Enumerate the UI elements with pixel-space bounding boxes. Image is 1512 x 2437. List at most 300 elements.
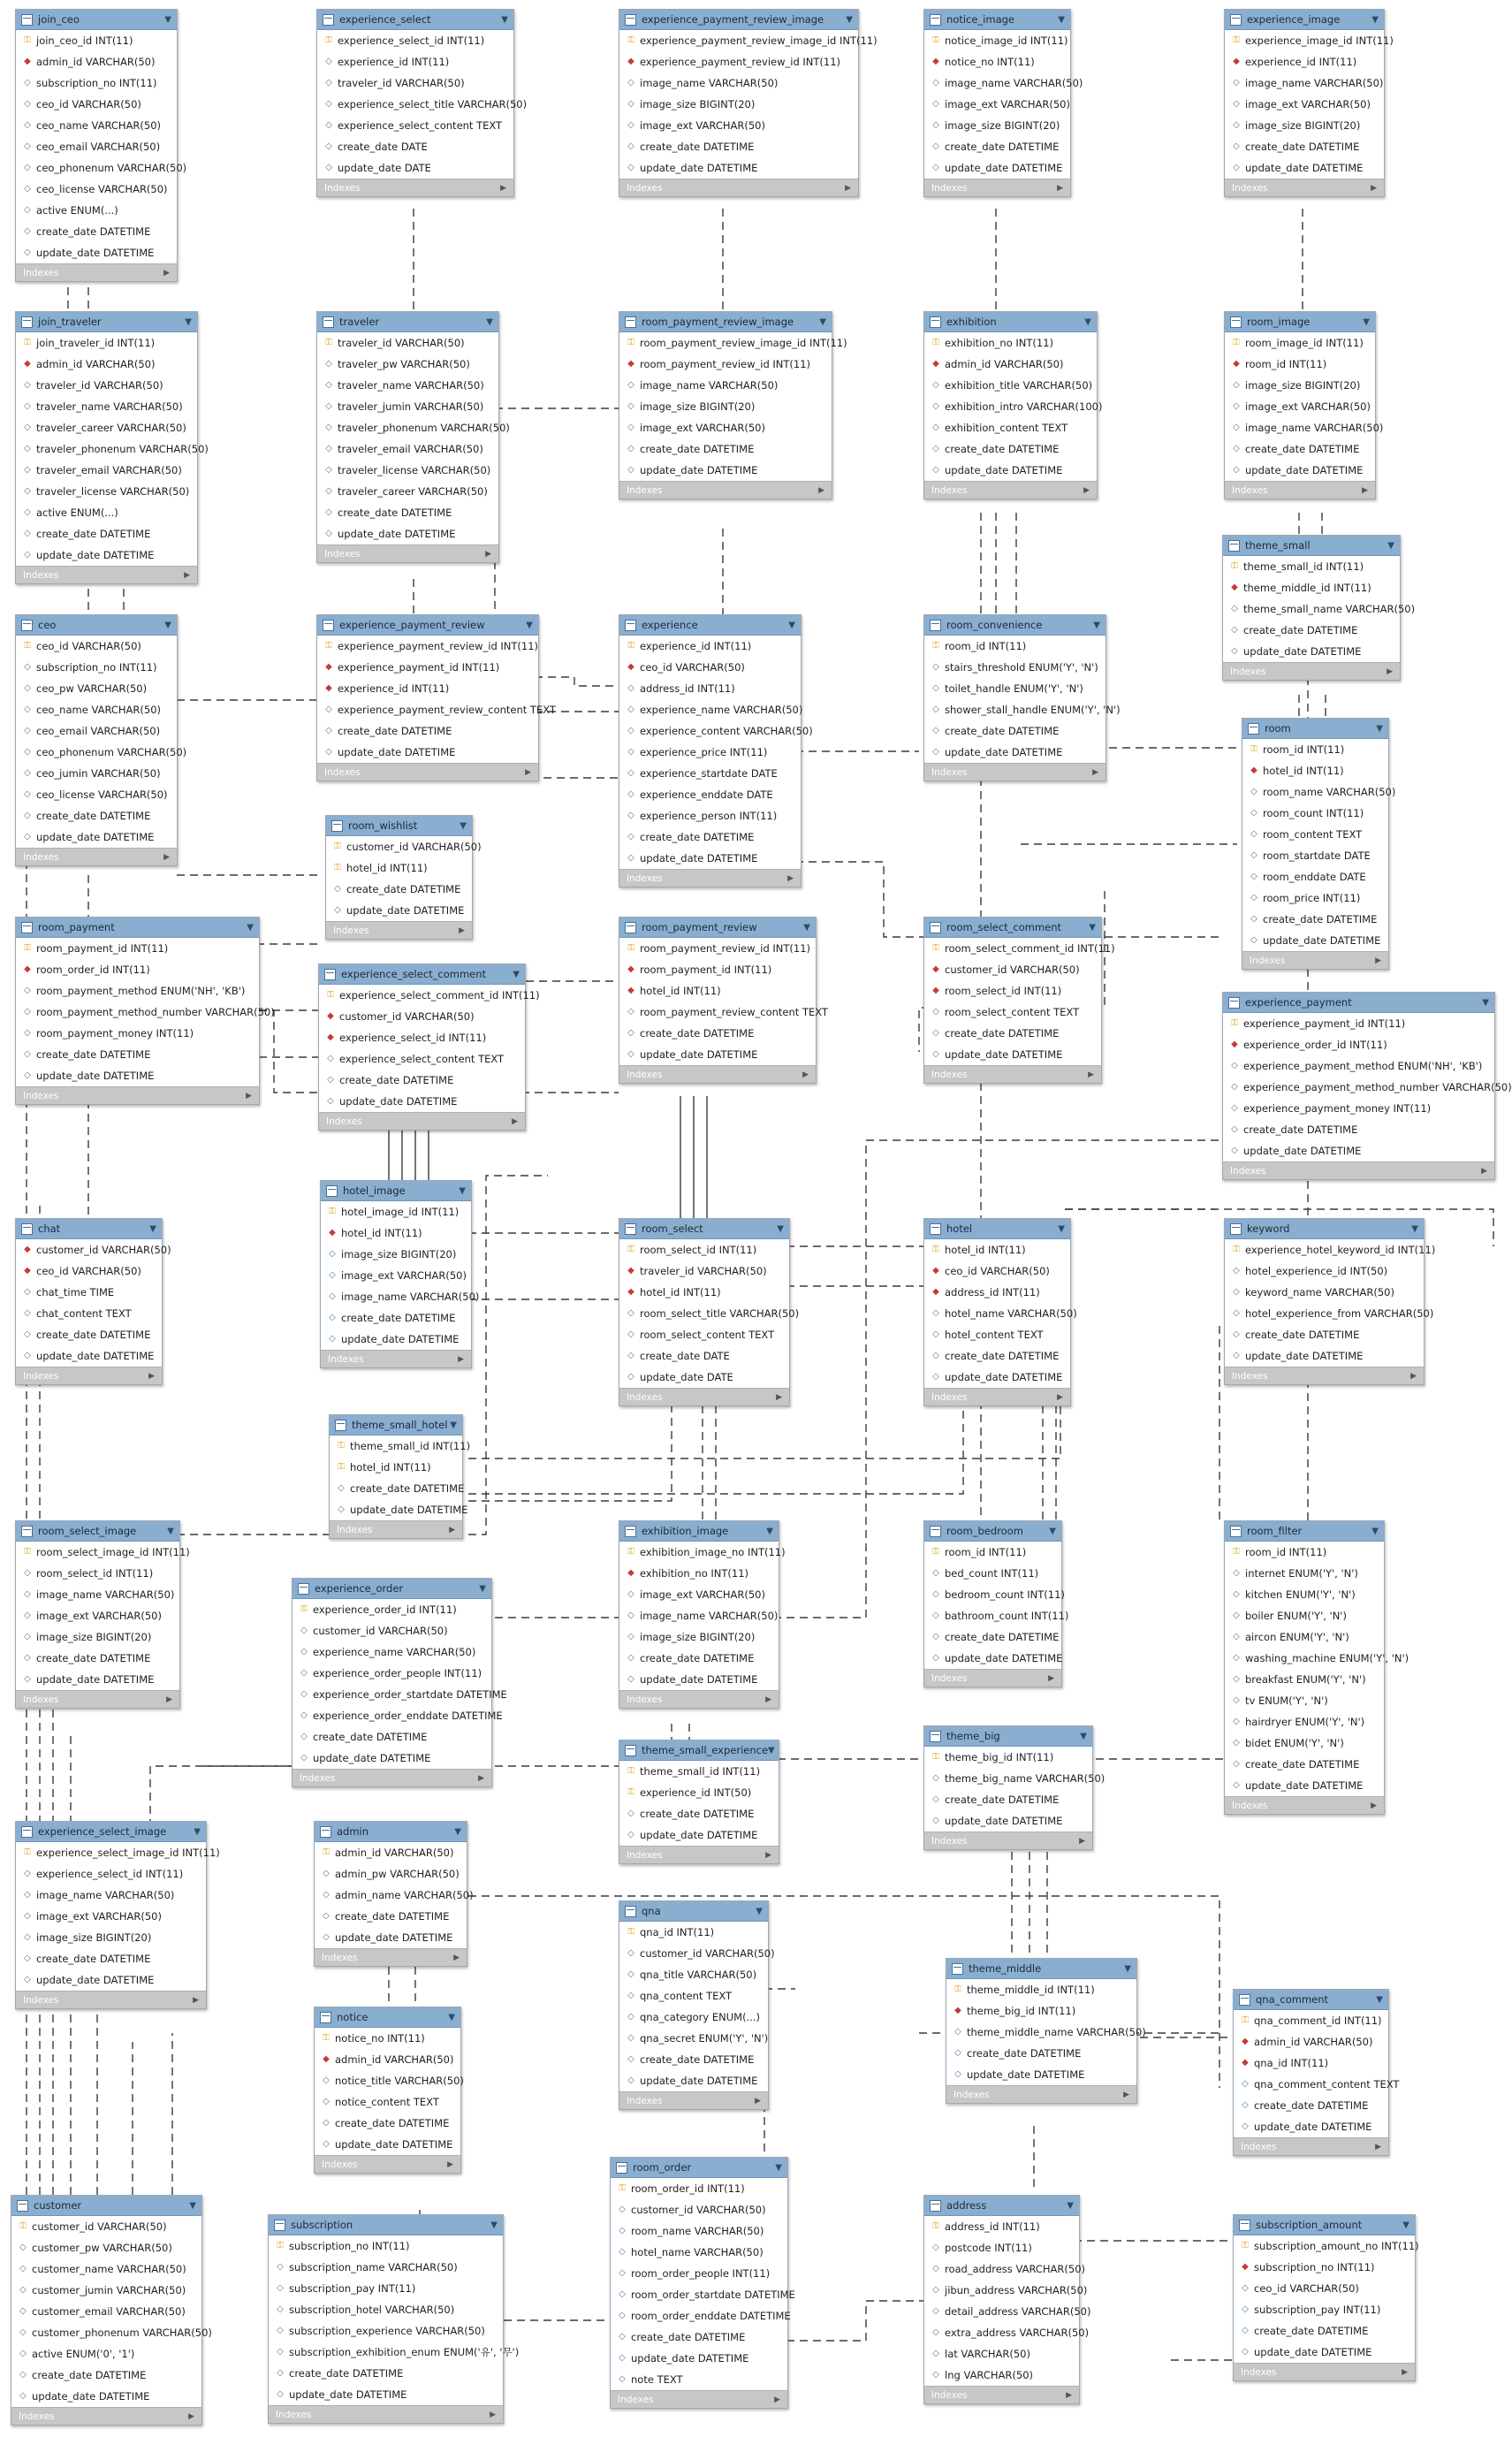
table-column[interactable] [611, 2220, 787, 2242]
table-header[interactable] [1225, 1219, 1424, 1239]
table-column[interactable] [1225, 94, 1384, 115]
indexes-section[interactable] [319, 1112, 525, 1130]
table-column[interactable] [16, 1584, 179, 1605]
collapse-caret-icon[interactable]: ▼ [185, 316, 192, 327]
table-column[interactable] [16, 30, 177, 51]
table-header[interactable] [330, 1415, 462, 1436]
table-column[interactable] [319, 1091, 525, 1112]
table-column[interactable] [1223, 577, 1400, 598]
table-column[interactable] [16, 1260, 162, 1282]
table-column[interactable] [16, 417, 197, 438]
table-column[interactable] [317, 94, 528, 115]
table-notice-image[interactable] [923, 9, 1083, 197]
table-join-traveler[interactable] [15, 311, 209, 584]
table-header[interactable] [16, 918, 259, 938]
table-column[interactable] [16, 1563, 179, 1584]
table-column[interactable] [924, 1626, 1061, 1648]
table-column[interactable] [619, 805, 801, 826]
table-column[interactable] [11, 2343, 201, 2365]
table-column[interactable] [16, 136, 177, 157]
table-hotel-image[interactable] [320, 1180, 480, 1368]
indexes-section[interactable] [619, 2091, 768, 2109]
table-column[interactable] [1242, 887, 1388, 909]
indexes-section[interactable] [1225, 481, 1375, 499]
table-column[interactable] [924, 332, 1097, 354]
table-column[interactable] [16, 460, 197, 481]
table-column[interactable] [924, 938, 1115, 959]
table-header[interactable] [317, 10, 513, 30]
table-column[interactable] [16, 636, 177, 657]
table-room-convenience[interactable] [923, 614, 1121, 781]
table-column[interactable] [16, 354, 197, 375]
table-column[interactable] [16, 678, 177, 699]
collapse-caret-icon[interactable]: ▼ [1387, 540, 1394, 551]
table-column[interactable] [619, 1282, 789, 1303]
table-header[interactable] [924, 918, 1101, 938]
indexes-section[interactable] [924, 1832, 1092, 1849]
table-column[interactable] [1225, 1239, 1436, 1260]
collapse-caret-icon[interactable]: ▼ [1080, 1731, 1087, 1741]
table-chat[interactable] [15, 1218, 171, 1385]
indexes-section[interactable] [11, 2407, 201, 2425]
indexes-section[interactable] [315, 2155, 460, 2173]
collapse-caret-icon[interactable]: ▼ [167, 1526, 174, 1536]
expand-arrow-icon[interactable]: ▶ [512, 1116, 518, 1126]
table-column[interactable] [611, 2178, 787, 2199]
expand-arrow-icon[interactable]: ▶ [1066, 2390, 1072, 2400]
table-column[interactable] [1223, 1140, 1494, 1161]
collapse-caret-icon[interactable]: ▼ [1376, 1994, 1383, 2005]
table-column[interactable] [16, 959, 259, 980]
table-column[interactable] [317, 742, 538, 763]
table-column[interactable] [619, 115, 858, 136]
table-column[interactable] [16, 375, 197, 396]
table-theme-small-experience[interactable] [619, 1740, 779, 1864]
table-column[interactable] [319, 1048, 525, 1070]
collapse-caret-icon[interactable]: ▼ [1402, 2220, 1409, 2230]
table-column[interactable] [924, 1584, 1065, 1605]
table-header[interactable] [1225, 10, 1384, 30]
table-column[interactable] [321, 1307, 471, 1329]
table-column[interactable] [924, 438, 1097, 460]
table-column[interactable] [11, 2258, 201, 2280]
table-column[interactable] [611, 2348, 787, 2369]
expand-arrow-icon[interactable]: ▶ [845, 183, 851, 193]
table-column[interactable] [16, 1065, 259, 1086]
expand-arrow-icon[interactable]: ▶ [774, 2395, 780, 2404]
table-column[interactable] [924, 2237, 1079, 2258]
table-column[interactable] [321, 1329, 471, 1350]
table-column[interactable] [924, 742, 1106, 763]
collapse-caret-icon[interactable]: ▼ [460, 820, 467, 831]
collapse-caret-icon[interactable]: ▼ [1363, 316, 1370, 327]
table-column[interactable] [317, 30, 513, 51]
table-column[interactable] [924, 1303, 1077, 1324]
table-column[interactable] [924, 1282, 1070, 1303]
collapse-caret-icon[interactable]: ▼ [448, 2012, 455, 2022]
table-column[interactable] [1234, 2116, 1388, 2137]
table-column[interactable] [11, 2322, 212, 2343]
indexes-section[interactable] [1223, 1161, 1494, 1179]
table-column[interactable] [1234, 2095, 1388, 2116]
table-column[interactable] [924, 1044, 1101, 1065]
table-column[interactable] [319, 1006, 525, 1027]
table-column[interactable] [16, 502, 197, 523]
table-column[interactable] [1234, 2235, 1419, 2257]
table-column[interactable] [269, 2342, 520, 2363]
table-experience-order[interactable] [292, 1578, 507, 1787]
table-column[interactable] [619, 1922, 768, 1943]
table-header[interactable] [1225, 1521, 1384, 1542]
table-column[interactable] [924, 1789, 1092, 1810]
expand-arrow-icon[interactable]: ▶ [163, 268, 170, 278]
expand-arrow-icon[interactable]: ▶ [1375, 2142, 1381, 2151]
table-column[interactable] [16, 1863, 206, 1885]
table-column[interactable] [315, 2113, 460, 2134]
table-column[interactable] [11, 2237, 201, 2258]
table-experience[interactable] [619, 614, 813, 887]
expand-arrow-icon[interactable]: ▶ [459, 925, 465, 935]
table-column[interactable] [317, 157, 513, 179]
table-column[interactable] [1223, 1098, 1494, 1119]
table-column[interactable] [1225, 460, 1375, 481]
table-column[interactable] [619, 1626, 779, 1648]
indexes-section[interactable] [1225, 179, 1384, 196]
table-header[interactable] [1223, 993, 1494, 1013]
indexes-section[interactable] [611, 2390, 787, 2408]
table-column[interactable] [924, 678, 1106, 699]
table-column[interactable] [16, 657, 177, 678]
table-header[interactable] [946, 1959, 1136, 1979]
expand-arrow-icon[interactable]: ▶ [485, 549, 491, 559]
table-room-select-comment[interactable] [923, 917, 1115, 1084]
indexes-section[interactable] [317, 763, 538, 781]
collapse-caret-icon[interactable]: ▼ [149, 1223, 156, 1234]
table-column[interactable] [619, 332, 847, 354]
indexes-section[interactable] [619, 179, 858, 196]
table-column[interactable] [319, 985, 540, 1006]
table-theme-small[interactable] [1222, 535, 1416, 681]
table-header[interactable] [16, 615, 177, 636]
table-column[interactable] [16, 51, 177, 72]
table-column[interactable] [946, 2043, 1136, 2064]
expand-arrow-icon[interactable]: ▶ [449, 1525, 455, 1535]
table-column[interactable] [1225, 30, 1394, 51]
expand-arrow-icon[interactable]: ▶ [453, 1953, 460, 1962]
table-column[interactable] [293, 1726, 491, 1748]
expand-arrow-icon[interactable]: ▶ [1092, 767, 1098, 777]
collapse-caret-icon[interactable]: ▼ [803, 922, 810, 933]
collapse-caret-icon[interactable]: ▼ [1089, 922, 1096, 933]
indexes-section[interactable] [269, 2405, 503, 2423]
table-qna[interactable] [619, 1900, 775, 2110]
indexes-section[interactable] [924, 2386, 1079, 2403]
collapse-caret-icon[interactable]: ▼ [1093, 620, 1100, 630]
table-column[interactable] [619, 657, 801, 678]
expand-arrow-icon[interactable]: ▶ [755, 2096, 761, 2106]
table-column[interactable] [619, 1584, 779, 1605]
table-column[interactable] [16, 784, 177, 805]
table-column[interactable] [16, 200, 177, 221]
collapse-caret-icon[interactable]: ▼ [777, 1223, 784, 1234]
table-header[interactable] [16, 1521, 179, 1542]
table-column[interactable] [619, 1605, 779, 1626]
expand-arrow-icon[interactable]: ▶ [765, 1850, 771, 1860]
table-column[interactable] [1223, 1055, 1494, 1077]
table-column[interactable] [619, 959, 816, 980]
expand-arrow-icon[interactable]: ▶ [1123, 2090, 1129, 2099]
indexes-section[interactable] [924, 481, 1097, 499]
table-column[interactable] [16, 1885, 206, 1906]
table-column[interactable] [317, 460, 498, 481]
table-exhibition-image[interactable] [619, 1520, 786, 1709]
table-column[interactable] [924, 1239, 1070, 1260]
expand-arrow-icon[interactable]: ▶ [1362, 485, 1368, 495]
table-column[interactable] [924, 396, 1103, 417]
expand-arrow-icon[interactable]: ▶ [447, 2159, 453, 2169]
indexes-section[interactable] [16, 848, 177, 865]
table-column[interactable] [924, 460, 1097, 481]
collapse-caret-icon[interactable]: ▼ [819, 316, 826, 327]
table-column[interactable] [619, 2070, 768, 2091]
expand-arrow-icon[interactable]: ▶ [1410, 1371, 1417, 1381]
collapse-caret-icon[interactable]: ▼ [479, 1583, 486, 1594]
table-column[interactable] [611, 2263, 787, 2284]
table-column[interactable] [1225, 72, 1384, 94]
table-header[interactable] [317, 312, 498, 332]
table-column[interactable] [619, 460, 832, 481]
table-header[interactable] [619, 312, 832, 332]
table-column[interactable] [1225, 1775, 1384, 1796]
table-qna-comment[interactable] [1233, 1989, 1400, 2156]
table-column[interactable] [924, 980, 1101, 1001]
table-column[interactable] [1234, 2052, 1388, 2074]
table-column[interactable] [321, 1286, 480, 1307]
table-column[interactable] [924, 720, 1106, 742]
table-column[interactable] [924, 1747, 1092, 1768]
table-column[interactable] [317, 115, 513, 136]
table-column[interactable] [924, 51, 1070, 72]
table-column[interactable] [1223, 556, 1400, 577]
indexes-section[interactable] [924, 179, 1070, 196]
table-column[interactable] [1225, 1626, 1384, 1648]
table-column[interactable] [11, 2301, 201, 2322]
table-column[interactable] [619, 1345, 789, 1367]
table-column[interactable] [1242, 781, 1396, 803]
table-column[interactable] [315, 1842, 467, 1863]
expand-arrow-icon[interactable]: ▶ [1057, 183, 1063, 193]
expand-arrow-icon[interactable]: ▶ [765, 1694, 771, 1704]
table-column[interactable] [1242, 824, 1388, 845]
table-header[interactable] [924, 1521, 1061, 1542]
table-column[interactable] [619, 742, 801, 763]
table-experience-payment-review-image[interactable] [619, 9, 878, 197]
table-column[interactable] [16, 221, 177, 242]
table-column[interactable] [924, 1605, 1069, 1626]
table-column[interactable] [924, 1023, 1101, 1044]
table-address[interactable] [923, 2195, 1091, 2404]
table-experience-payment-review[interactable] [316, 614, 556, 781]
expand-arrow-icon[interactable]: ▶ [1387, 666, 1393, 676]
table-header[interactable] [16, 1219, 162, 1239]
indexes-section[interactable] [946, 2085, 1136, 2103]
table-column[interactable] [924, 1563, 1061, 1584]
table-column[interactable] [924, 72, 1083, 94]
table-room[interactable] [1242, 718, 1396, 970]
table-column[interactable] [619, 396, 832, 417]
table-column[interactable] [1223, 1077, 1512, 1098]
table-column[interactable] [619, 1761, 779, 1782]
table-column[interactable] [619, 136, 858, 157]
table-column[interactable] [16, 720, 177, 742]
table-column[interactable] [16, 763, 177, 784]
table-column[interactable] [317, 523, 498, 545]
collapse-caret-icon[interactable]: ▼ [768, 1745, 775, 1755]
table-column[interactable] [1223, 598, 1416, 620]
table-column[interactable] [317, 481, 498, 502]
table-column[interactable] [924, 2216, 1079, 2237]
indexes-section[interactable] [619, 1846, 779, 1863]
table-column[interactable] [1225, 1563, 1384, 1584]
table-column[interactable] [16, 1605, 179, 1626]
collapse-caret-icon[interactable]: ▼ [164, 14, 171, 25]
indexes-section[interactable] [16, 1991, 206, 2008]
table-column[interactable] [16, 523, 197, 545]
table-column[interactable] [315, 2091, 460, 2113]
table-column[interactable] [1225, 1324, 1424, 1345]
table-column[interactable] [16, 1542, 190, 1563]
table-column[interactable] [16, 481, 197, 502]
table-column[interactable] [293, 1641, 491, 1663]
table-column[interactable] [269, 2299, 503, 2320]
table-column[interactable] [16, 396, 197, 417]
table-column[interactable] [315, 1863, 467, 1885]
collapse-caret-icon[interactable]: ▼ [788, 620, 795, 630]
indexes-section[interactable] [16, 263, 177, 281]
table-column[interactable] [1225, 136, 1384, 157]
table-column[interactable] [1234, 2031, 1388, 2052]
table-column[interactable] [1234, 2010, 1388, 2031]
table-room-payment-review-image[interactable] [619, 311, 847, 499]
table-column[interactable] [293, 1620, 491, 1641]
table-column[interactable] [924, 636, 1106, 657]
table-column[interactable] [11, 2216, 201, 2237]
table-column[interactable] [1234, 2299, 1415, 2320]
indexes-section[interactable] [16, 1690, 179, 1708]
indexes-section[interactable] [321, 1350, 471, 1367]
table-column[interactable] [946, 2064, 1136, 2085]
table-column[interactable] [1225, 375, 1375, 396]
table-column[interactable] [315, 2134, 460, 2155]
table-notice[interactable] [314, 2007, 464, 2174]
table-header[interactable] [924, 312, 1097, 332]
indexes-section[interactable] [16, 1086, 259, 1104]
table-experience-select[interactable] [316, 9, 528, 197]
table-column[interactable] [619, 2049, 768, 2070]
table-column[interactable] [1225, 1711, 1384, 1733]
expand-arrow-icon[interactable]: ▶ [246, 1091, 252, 1100]
expand-arrow-icon[interactable]: ▶ [787, 873, 794, 883]
table-column[interactable] [317, 375, 498, 396]
table-keyword[interactable] [1224, 1218, 1436, 1385]
table-column[interactable] [1225, 1648, 1409, 1669]
table-column[interactable] [619, 1260, 789, 1282]
table-column[interactable] [619, 2028, 768, 2049]
collapse-caret-icon[interactable]: ▼ [1058, 14, 1065, 25]
table-column[interactable] [924, 1324, 1070, 1345]
table-column[interactable] [16, 438, 209, 460]
table-column[interactable] [924, 136, 1070, 157]
table-column[interactable] [16, 826, 177, 848]
indexes-section[interactable] [924, 1065, 1101, 1083]
table-column[interactable] [619, 678, 801, 699]
collapse-caret-icon[interactable]: ▼ [194, 1826, 201, 1837]
table-header[interactable] [317, 615, 538, 636]
table-column[interactable] [924, 30, 1070, 51]
table-column[interactable] [1225, 1754, 1384, 1775]
table-header[interactable] [315, 2007, 460, 2028]
table-column[interactable] [619, 826, 801, 848]
table-column[interactable] [924, 1260, 1070, 1282]
table-column[interactable] [924, 699, 1121, 720]
indexes-section[interactable] [619, 869, 801, 887]
table-ceo[interactable] [15, 614, 187, 866]
indexes-section[interactable] [16, 1367, 162, 1384]
expand-arrow-icon[interactable]: ▶ [1079, 1836, 1085, 1846]
table-header[interactable] [924, 1219, 1070, 1239]
table-header[interactable] [326, 816, 472, 836]
table-column[interactable] [1242, 930, 1388, 951]
collapse-caret-icon[interactable]: ▼ [450, 1420, 457, 1430]
table-header[interactable] [619, 615, 801, 636]
table-header[interactable] [16, 1822, 206, 1842]
table-column[interactable] [16, 980, 259, 1001]
table-column[interactable] [317, 417, 510, 438]
table-column[interactable] [330, 1499, 468, 1520]
table-column[interactable] [315, 2028, 460, 2049]
table-column[interactable] [16, 1303, 162, 1324]
table-column[interactable] [1225, 1584, 1384, 1605]
collapse-caret-icon[interactable]: ▼ [1371, 1526, 1379, 1536]
table-column[interactable] [1225, 157, 1384, 179]
table-header[interactable] [619, 918, 816, 938]
table-column[interactable] [924, 2301, 1091, 2322]
table-column[interactable] [16, 1948, 206, 1969]
collapse-caret-icon[interactable]: ▼ [1067, 2200, 1074, 2211]
collapse-caret-icon[interactable]: ▼ [490, 2220, 498, 2230]
collapse-caret-icon[interactable]: ▼ [513, 969, 520, 979]
table-column[interactable] [16, 1927, 206, 1948]
table-column[interactable] [619, 636, 801, 657]
table-column[interactable] [326, 836, 482, 857]
table-column[interactable] [619, 1239, 789, 1260]
table-column[interactable] [1242, 739, 1388, 760]
table-column[interactable] [619, 1324, 789, 1345]
table-exhibition[interactable] [923, 311, 1103, 499]
collapse-caret-icon[interactable]: ▼ [486, 316, 493, 327]
indexes-section[interactable] [924, 763, 1106, 781]
indexes-section[interactable] [1234, 2137, 1388, 2155]
table-column[interactable] [619, 30, 878, 51]
table-column[interactable] [1234, 2074, 1400, 2095]
collapse-caret-icon[interactable]: ▼ [459, 1185, 466, 1196]
table-column[interactable] [611, 2284, 795, 2305]
table-header[interactable] [16, 312, 197, 332]
table-column[interactable] [619, 848, 801, 869]
table-column[interactable] [317, 502, 498, 523]
table-header[interactable] [321, 1181, 471, 1201]
table-column[interactable] [1225, 396, 1375, 417]
